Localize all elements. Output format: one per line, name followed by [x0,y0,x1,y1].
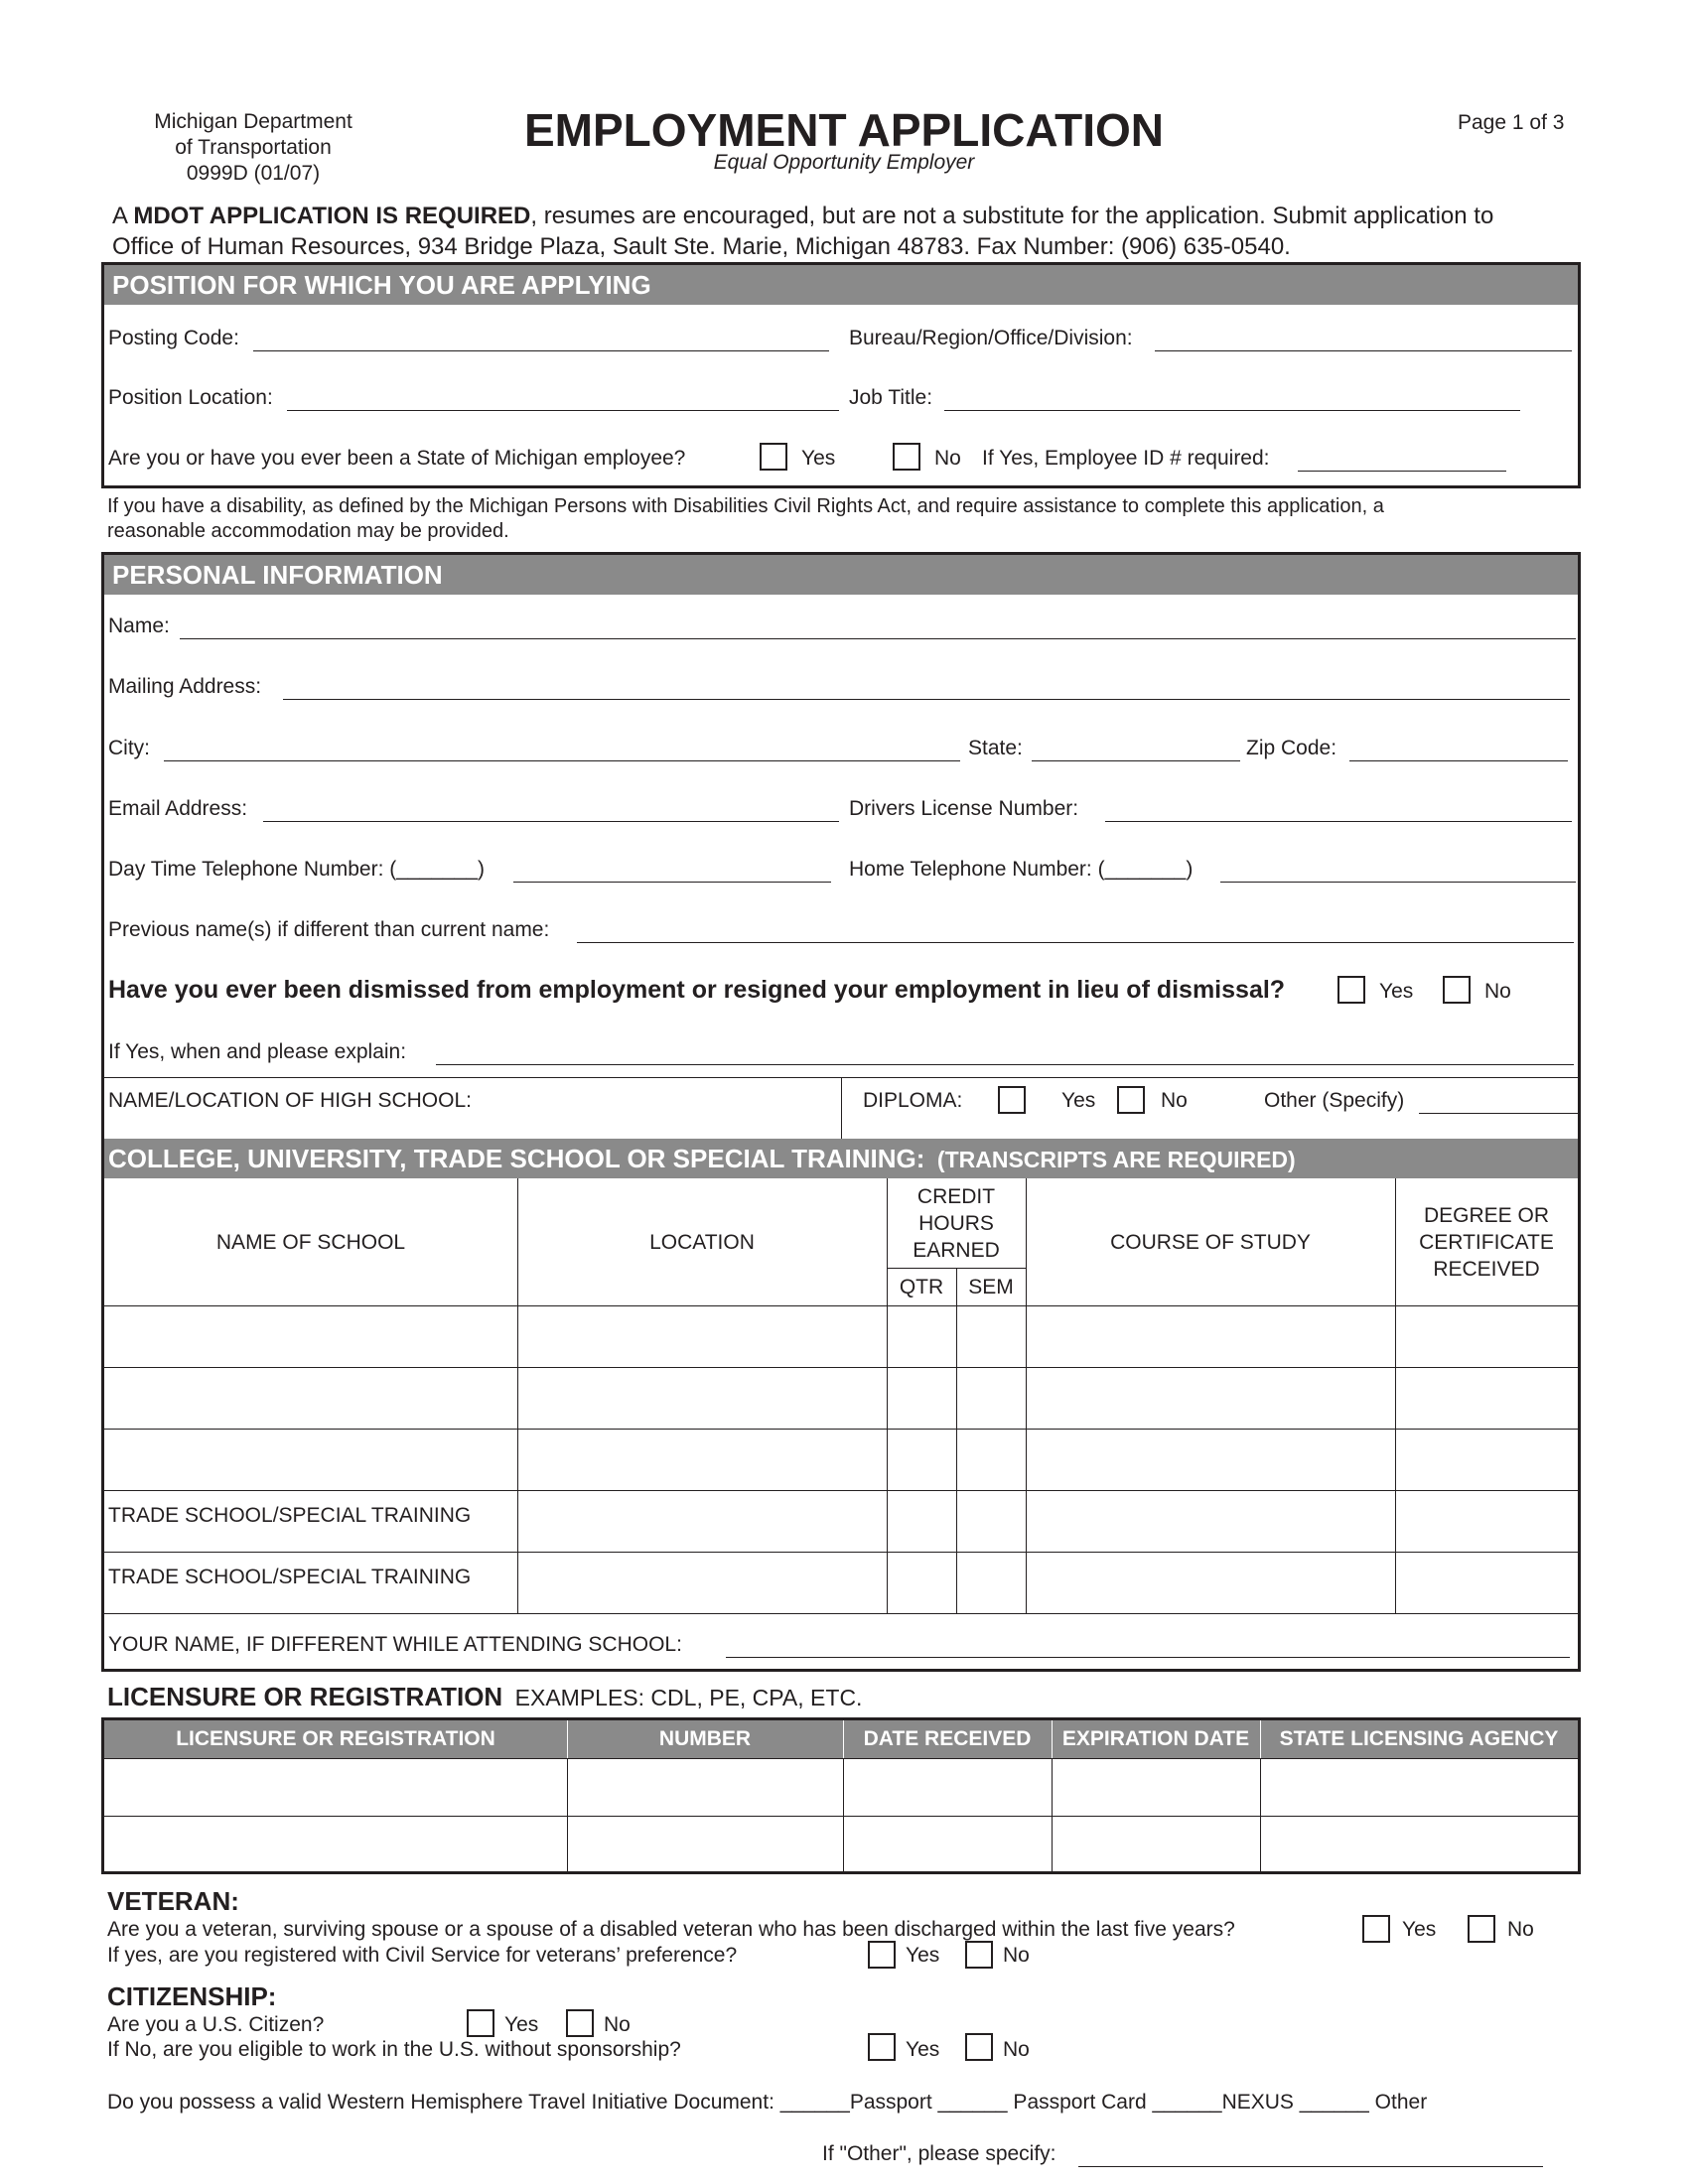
dismissed-yes-checkbox[interactable] [1337,976,1365,1004]
veteran-yes-label: Yes [1402,1918,1437,1941]
col-header-licensure: LICENSURE OR REGISTRATION [176,1727,495,1750]
col-divider [567,1758,568,1871]
col-divider [1052,1720,1053,1758]
col-divider [1052,1758,1053,1871]
school-name-diff-label: YOUR NAME, IF DIFFERENT WHILE ATTENDING SCHOOL: [108,1633,682,1656]
veteran-pref-yes-checkbox[interactable] [868,1941,896,1969]
disability-note [107,494,1587,544]
col-header-sem: SEM [968,1276,1014,1298]
intro-text [112,201,1592,262]
previous-name-field[interactable] [577,942,1574,943]
college-section-title: COLLEGE, UNIVERSITY, TRADE SCHOOL OR SPECIAL TRAINING: [108,1144,925,1173]
job-title-field[interactable] [944,410,1520,411]
position-section [101,262,1581,488]
diploma-yes-label: Yes [1061,1089,1096,1112]
name-label: Name: [108,614,170,637]
position-location-label: Position Location: [108,386,273,409]
veteran-pref-no-checkbox[interactable] [965,1941,993,1969]
bureau-field[interactable] [1155,350,1572,351]
diploma-label: DIPLOMA: [863,1089,963,1112]
sponsorship-question: If No, are you eligible to work in the U.S. without sponsorship? [107,2038,681,2061]
intro-required: MDOT APPLICATION IS REQUIRED [133,203,531,229]
col-divider [1260,1720,1261,1758]
row-divider [104,1367,1578,1368]
row-divider [104,1429,1578,1430]
city-label: City: [108,737,150,759]
intro-lead: A [112,203,134,229]
citizen-question: Are you a U.S. Citizen? [107,2013,325,2036]
col-divider [1260,1758,1261,1871]
row-divider [104,1552,1578,1553]
col-divider [843,1758,844,1871]
state-employee-question: Are you or have you ever been a State of Michigan employee? [108,447,686,470]
row-divider [104,1490,1578,1491]
dismissed-question: Have you ever been dismissed from employment or resigned your employment in lieu of dismissal? [108,976,1286,1004]
personal-section [101,552,1581,1672]
veteran-title: VETERAN: [107,1886,239,1916]
state-label: State: [968,737,1023,759]
trade-school-row-label: TRADE SCHOOL/SPECIAL TRAINING [108,1566,472,1588]
disability-note-line-2: reasonable accommodation may be provided. [107,520,509,542]
licensure-table [101,1717,1581,1874]
whti-question: Do you possess a valid Western Hemisphere Travel Initiative Document: ______Passport ______ Passport Card ______NEXUS ______ Other [107,2091,1428,2114]
diploma-other-label: Other (Specify) [1264,1089,1405,1112]
other-specify-field[interactable] [1078,2166,1543,2167]
bureau-label: Bureau/Region/Office/Division: [849,327,1133,349]
degree-line-1: DEGREE OR [1423,1204,1550,1227]
posting-code-field[interactable] [253,350,829,351]
diploma-yes-checkbox[interactable] [998,1086,1026,1114]
col-header-licensing-agency: STATE LICENSING AGENCY [1279,1727,1559,1750]
employee-id-field[interactable] [1298,471,1506,472]
state-employee-no-checkbox[interactable] [893,443,920,471]
form-number: 0999D (01/07) [186,162,321,185]
veteran-pref-no-label: No [1003,1944,1030,1967]
col-divider [843,1720,844,1758]
trade-school-row-label: TRADE SCHOOL/SPECIAL TRAINING [108,1504,472,1527]
mailing-address-field[interactable] [283,699,1570,700]
divider [841,1077,842,1139]
citizen-yes-label: Yes [504,2013,539,2036]
email-label: Email Address: [108,797,248,820]
col-header-course-of-study: COURSE OF STUDY [1110,1231,1311,1254]
disability-note-line-1: If you have a disability, as defined by the Michigan Persons with Disabilities Civil Rights Act, and require assistance to complete this application, a [107,495,1384,517]
home-phone-label: Home Telephone Number: (_______) [849,858,1194,881]
state-field[interactable] [1032,760,1240,761]
col-header-number: NUMBER [658,1727,752,1750]
credit-line-3: EARNED [913,1239,1000,1262]
state-employee-no-label: No [934,447,961,470]
dept-line-2: of Transportation [175,136,332,159]
col-header-degree [1395,1202,1578,1283]
department-name [129,109,377,187]
licensure-title: LICENSURE OR REGISTRATION [107,1682,503,1711]
degree-line-2: CERTIFICATE [1419,1231,1554,1254]
veteran-no-checkbox[interactable] [1468,1915,1495,1943]
sponsorship-yes-label: Yes [906,2038,940,2061]
citizen-yes-checkbox[interactable] [467,2009,494,2037]
credit-line-2: HOURS [918,1212,994,1235]
licensure-examples: EXAMPLES: CDL, PE, CPA, ETC. [514,1685,863,1710]
dismissed-yes-label: Yes [1379,980,1414,1003]
college-section-note: (TRANSCRIPTS ARE REQUIRED) [936,1147,1296,1172]
veteran-pref-yes-label: Yes [906,1944,940,1967]
page-subtitle: Equal Opportunity Employer [713,151,975,174]
drivers-license-field[interactable] [1105,821,1572,822]
row-divider [887,1268,1026,1269]
row-divider [104,1305,1578,1306]
college-section-title-bar [104,1139,1578,1178]
row-divider [104,1613,1578,1614]
posting-code-label: Posting Code: [108,327,239,349]
col-header-name-of-school: NAME OF SCHOOL [215,1231,406,1254]
sponsorship-no-checkbox[interactable] [965,2033,993,2061]
personal-section-title: PERSONAL INFORMATION [104,555,1578,595]
diploma-no-checkbox[interactable] [1117,1086,1145,1114]
position-location-field[interactable] [287,410,839,411]
credit-line-1: CREDIT [916,1185,996,1208]
citizenship-title: CITIZENSHIP: [107,1981,277,2011]
col-header-expiration-date: EXPIRATION DATE [1061,1727,1250,1750]
state-employee-yes-label: Yes [801,447,836,470]
col-header-qtr: QTR [899,1276,944,1298]
state-employee-yes-checkbox[interactable] [760,443,787,471]
diploma-no-label: No [1161,1089,1188,1112]
day-phone-label: Day Time Telephone Number: (_______) [108,858,485,881]
city-field[interactable] [164,760,960,761]
explain-label: If Yes, when and please explain: [108,1040,407,1063]
employee-id-label: If Yes, Employee ID # required: [982,447,1270,470]
position-section-title: POSITION FOR WHICH YOU ARE APPLYING [104,265,1578,305]
degree-line-3: RECEIVED [1433,1258,1540,1281]
day-phone-field[interactable] [513,882,831,883]
col-header-credit-hours [887,1183,1026,1264]
diploma-other-field[interactable] [1419,1113,1578,1114]
veteran-yes-checkbox[interactable] [1362,1915,1390,1943]
col-header-location: LOCATION [649,1231,755,1254]
veteran-question-1: Are you a veteran, surviving spouse or a spouse of a disabled veteran who has been discharged within the last five years? [107,1918,1235,1941]
zip-code-field[interactable] [1349,760,1568,761]
page-number: Page 1 of 3 [1458,111,1565,134]
intro-address: Office of Human Resources, 934 Bridge Plaza, Sault Ste. Marie, Michigan 48783. Fax Number: (906) 635-0540. [112,233,1291,260]
home-phone-field[interactable] [1220,882,1576,883]
col-divider [956,1268,957,1613]
previous-name-label: Previous name(s) if different than current name: [108,918,550,941]
dismissed-no-checkbox[interactable] [1443,976,1471,1004]
citizen-no-label: No [604,2013,631,2036]
veteran-no-label: No [1507,1918,1534,1941]
row-divider [104,1758,1578,1759]
licensure-heading [107,1682,862,1712]
intro-rest: , resumes are encouraged, but are not a substitute for the application. Submit application to [530,203,1494,229]
explain-field[interactable] [436,1064,1574,1065]
name-field[interactable] [180,638,1576,639]
sponsorship-yes-checkbox[interactable] [868,2033,896,2061]
col-header-date-received: DATE RECEIVED [863,1727,1032,1750]
citizen-no-checkbox[interactable] [566,2009,594,2037]
dismissed-no-label: No [1484,980,1511,1003]
job-title-label: Job Title: [849,386,933,409]
email-field[interactable] [263,821,839,822]
page-title: EMPLOYMENT APPLICATION [524,104,1164,156]
zip-code-label: Zip Code: [1246,737,1337,759]
row-divider [104,1816,1578,1817]
high-school-label: NAME/LOCATION OF HIGH SCHOOL: [108,1089,472,1112]
dept-line-1: Michigan Department [154,110,352,133]
other-specify-label: If "Other", please specify: [822,2142,1056,2165]
school-name-diff-field[interactable] [726,1657,1570,1658]
drivers-license-label: Drivers License Number: [849,797,1079,820]
mailing-address-label: Mailing Address: [108,675,262,698]
veteran-question-2: If yes, are you registered with Civil Service for veterans’ preference? [107,1944,738,1967]
sponsorship-no-label: No [1003,2038,1030,2061]
